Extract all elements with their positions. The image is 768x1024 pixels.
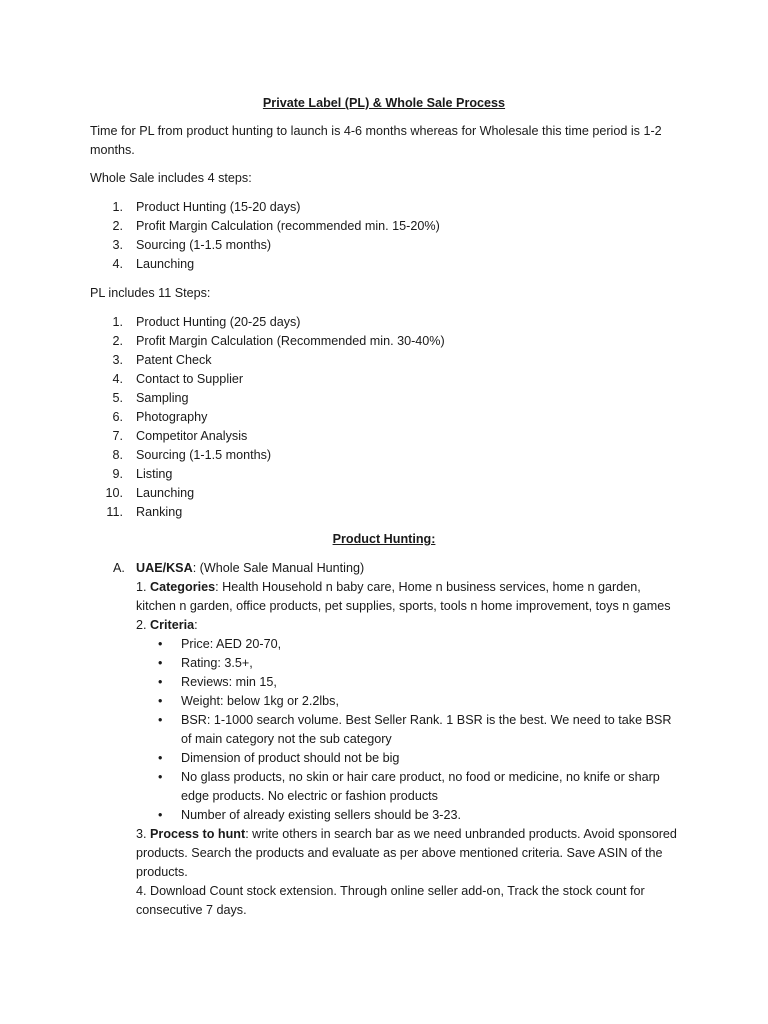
bullet-item <box>136 654 681 673</box>
bullet-icon: • <box>158 656 163 670</box>
list-item <box>90 427 690 446</box>
list-text: Launching <box>136 257 195 271</box>
section-a-body <box>136 559 681 920</box>
region-label-rest: : (Whole Sale Manual Hunting) <box>192 561 365 575</box>
bullet-icon: • <box>158 637 163 651</box>
bullet-item <box>136 806 681 825</box>
bullet-text: Price: AED 20-70, <box>181 637 282 651</box>
list-number: 1. <box>112 200 123 214</box>
bullet-icon: • <box>158 675 163 689</box>
download-paragraph: 4. Download Count stock extension. Through online seller add-on, Track the stock count for consecutive 7 days. <box>136 884 645 917</box>
list-number: 10. <box>105 486 123 500</box>
list-text: Sourcing (1-1.5 months) <box>136 238 272 252</box>
bullet-text: Rating: 3.5+, <box>181 656 253 670</box>
list-text: Patent Check <box>136 353 212 367</box>
list-number: 5. <box>112 391 123 405</box>
list-text: Ranking <box>136 505 183 519</box>
list-item <box>90 370 690 389</box>
list-text: Launching <box>136 486 195 500</box>
pl-steps-list <box>90 313 690 522</box>
list-number: 4. <box>112 372 123 386</box>
list-item <box>90 503 690 522</box>
list-number: 3. <box>112 353 123 367</box>
bullet-item <box>136 635 681 654</box>
list-item <box>90 313 690 332</box>
criteria-suffix: : <box>194 618 198 632</box>
bullet-icon: • <box>158 770 163 784</box>
categories-prefix: 1. <box>136 580 147 594</box>
list-item <box>90 351 690 370</box>
list-item <box>90 255 690 274</box>
region-label: UAE/KSA <box>136 561 193 575</box>
bullet-icon: • <box>158 751 163 765</box>
bullet-text: No glass products, no skin or hair care product, no food or medicine, no knife or sharp edge products. No electric or fashion products <box>181 770 660 803</box>
list-text: Photography <box>136 410 208 424</box>
list-number: 6. <box>112 410 123 424</box>
list-item <box>90 217 690 236</box>
bullet-item <box>136 749 681 768</box>
bullet-item <box>136 768 681 806</box>
bullet-item <box>136 711 681 749</box>
pl-heading: PL includes 11 Steps: <box>90 286 211 300</box>
list-number: 8. <box>112 448 123 462</box>
list-number: 11. <box>106 505 123 519</box>
bullet-text: Weight: below 1kg or 2.2lbs, <box>181 694 339 708</box>
bullet-text: Reviews: min 15, <box>181 675 277 689</box>
list-text: Sourcing (1-1.5 months) <box>136 448 272 462</box>
list-number: 2. <box>112 219 123 233</box>
bullet-icon: • <box>158 713 163 727</box>
list-text: Profit Margin Calculation (Recommended min. 30-40%) <box>136 334 445 348</box>
list-text: Product Hunting (15-20 days) <box>136 200 301 214</box>
process-prefix: 3. <box>136 827 147 841</box>
bullet-text: BSR: 1-1000 search volume. Best Seller Rank. 1 BSR is the best. We need to take BSR of main category not the sub category <box>181 713 672 746</box>
list-item <box>90 408 690 427</box>
process-text: : write others in search bar as we need unbranded products. Avoid sponsored products. Search the products and evaluate as per above mentioned criteria. Save ASIN of the products. <box>136 827 677 879</box>
list-text: Sampling <box>136 391 189 405</box>
list-item <box>90 484 690 503</box>
bullet-text: Number of already existing sellers should be 3-23. <box>181 808 462 822</box>
bullet-icon: • <box>158 808 163 822</box>
categories-label: Categories <box>150 580 216 594</box>
bullet-text: Dimension of product should not be big <box>181 751 400 765</box>
intro-paragraph: Time for PL from product hunting to launch is 4-6 months whereas for Wholesale this time period is 1-2 months. <box>90 124 662 157</box>
list-item <box>90 465 690 484</box>
section-marker: A. <box>113 561 125 575</box>
bullet-item <box>136 673 681 692</box>
wholesale-steps-list <box>90 198 690 274</box>
product-hunting-heading: Product Hunting: <box>332 532 436 546</box>
categories-text: : Health Household n baby care, Home n business services, home n garden, kitchen n garden, office products, pet supplies, sports, tools n home improvement, toys n games <box>136 580 671 613</box>
list-item <box>90 446 690 465</box>
list-number: 4. <box>112 257 123 271</box>
list-item <box>90 389 690 408</box>
bullet-item <box>136 692 681 711</box>
section-a-heading <box>136 559 681 578</box>
list-number: 7. <box>112 429 123 443</box>
list-number: 3. <box>112 238 123 252</box>
bullet-icon: • <box>158 694 163 708</box>
list-text: Product Hunting (20-25 days) <box>136 315 301 329</box>
process-paragraph <box>136 825 681 882</box>
wholesale-heading: Whole Sale includes 4 steps: <box>90 171 252 185</box>
list-item <box>90 198 690 217</box>
process-label: Process to hunt <box>150 827 246 841</box>
criteria-prefix: 2. <box>136 618 147 632</box>
criteria-heading <box>136 616 681 635</box>
categories-paragraph <box>136 578 681 616</box>
list-text: Competitor Analysis <box>136 429 248 443</box>
list-number: 2. <box>112 334 123 348</box>
list-text: Listing <box>136 467 173 481</box>
list-text: Contact to Supplier <box>136 372 244 386</box>
list-item <box>90 332 690 351</box>
document-title: Private Label (PL) & Whole Sale Process <box>262 96 506 110</box>
criteria-label: Criteria <box>150 618 195 632</box>
list-item <box>90 236 690 255</box>
list-number: 9. <box>112 467 123 481</box>
list-text: Profit Margin Calculation (recommended min. 15-20%) <box>136 219 440 233</box>
criteria-list <box>136 635 681 825</box>
list-number: 1. <box>112 315 123 329</box>
